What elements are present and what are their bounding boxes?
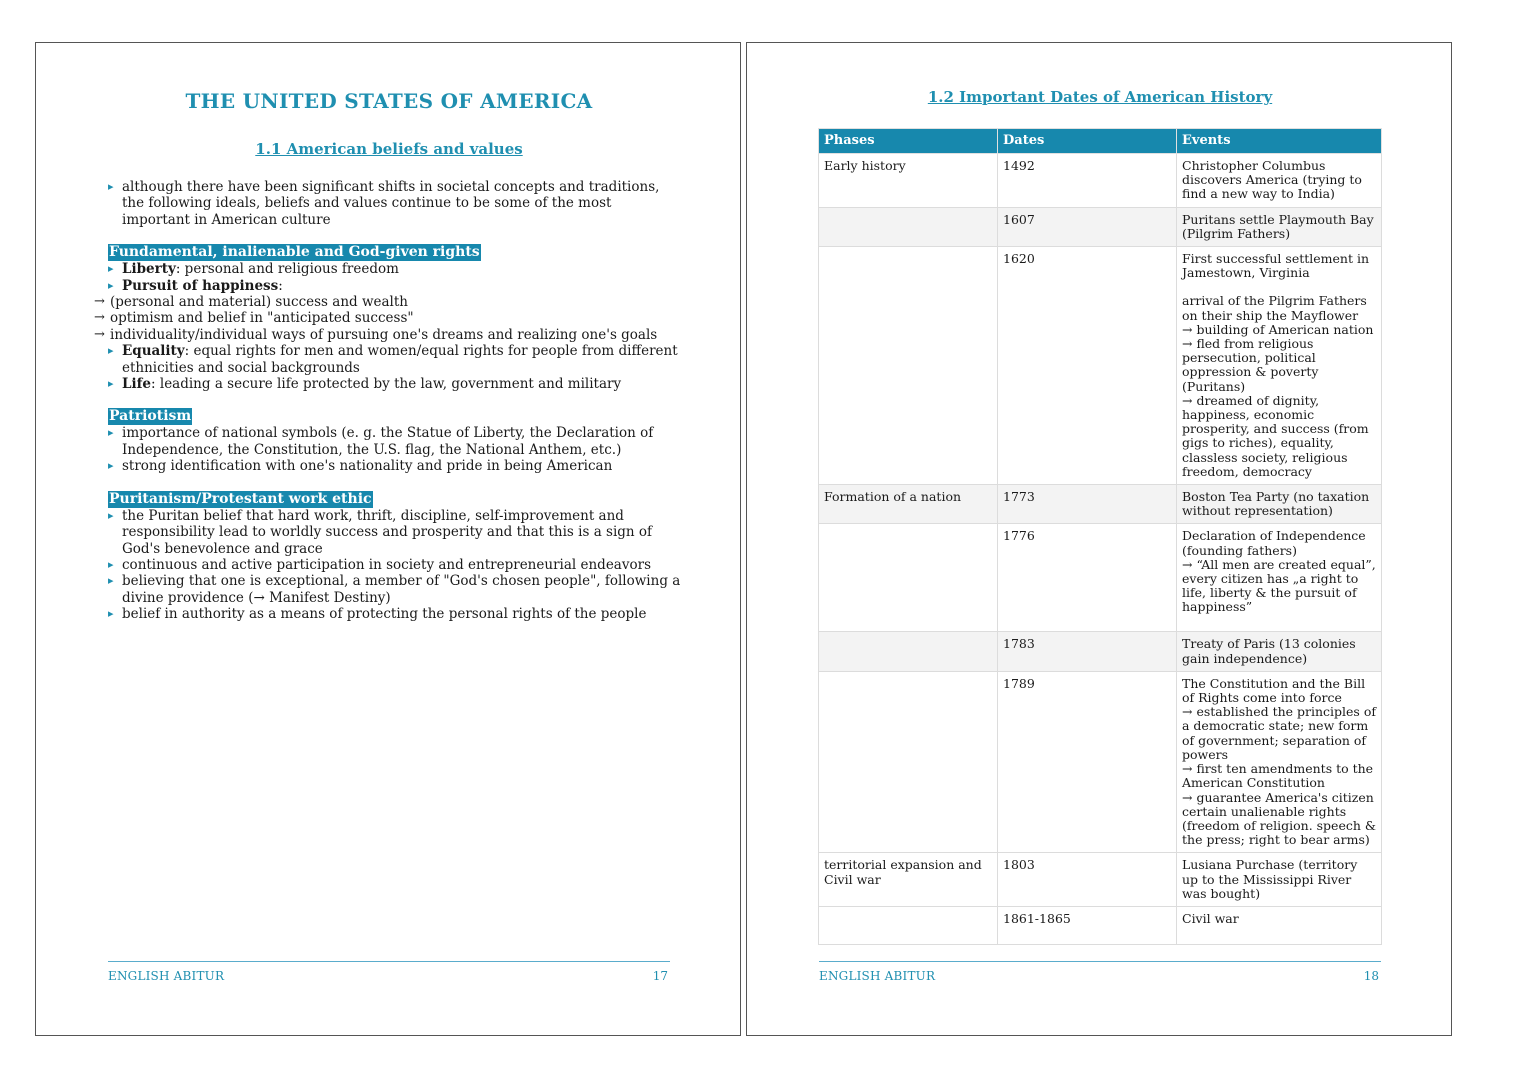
- list-item: ▸ continuous and active participation in society and entrepreneurial endeavors: [108, 557, 683, 573]
- phase-cell: [819, 906, 998, 944]
- phase-cell: Early history: [819, 154, 998, 208]
- event-cell: Puritans settle Playmouth Bay (Pilgrim Fathers): [1177, 207, 1382, 246]
- document-title: THE UNITED STATES OF AMERICA: [185, 89, 593, 113]
- list-item: ▸ believing that one is exceptional, a member of "God's chosen people", following a divine providence (→ Manifest Destiny): [108, 573, 683, 606]
- liberty-term: Liberty: [122, 261, 176, 278]
- intro-list: [108, 179, 683, 228]
- date-cell: 1789: [998, 671, 1177, 852]
- event-cell: Lusiana Purchase (territory up to the Mississippi River was bought): [1177, 853, 1382, 907]
- event-cell: The Constitution and the Bill of Rights come into force → established the principles of a democratic state; new form of government; separation of powers → first ten amendments to the American Constitution → guarantee America's citizen certain unalienable rights (freedom of religion. speech & the press; right to bear arms): [1177, 671, 1382, 852]
- event-text: First successful settlement in Jamestown, Virginia: [1182, 251, 1369, 281]
- table-row: [819, 906, 1382, 944]
- column-header-phases: Phases: [819, 129, 998, 154]
- table-row: [819, 247, 1382, 485]
- footer-label: ENGLISH ABITUR: [108, 969, 225, 983]
- phase-cell: [819, 632, 998, 671]
- history-table: [818, 128, 1382, 945]
- footer-divider: [108, 961, 670, 962]
- phase-cell: [819, 247, 998, 485]
- pursuit-text: :: [278, 277, 283, 294]
- table-row: [819, 671, 1382, 852]
- table-row: [819, 853, 1382, 907]
- page-left: [35, 42, 741, 1036]
- list-item-arrow-success: → (personal and material) success and wealth: [94, 294, 683, 310]
- footer-divider: [819, 961, 1381, 962]
- pursuit-term: Pursuit of happiness: [122, 277, 279, 294]
- equality-text: : equal rights for men and women/equal rights for people from different ethnicities and social backgrounds: [122, 343, 678, 376]
- phase-cell: [819, 671, 998, 852]
- patriotism-section: [108, 408, 683, 474]
- puritanism-heading: Puritanism/Protestant work ethic: [109, 490, 372, 507]
- phase-cell: territorial expansion and Civil war: [819, 853, 998, 907]
- patriotism-heading: Patriotism: [109, 408, 192, 425]
- date-cell: 1776: [998, 524, 1177, 632]
- event-text-extended: arrival of the Pilgrim Fathers on their ship the Mayflower → building of American nation → fled from religious persecution, political oppression & poverty (Puritans) → dreamed of dignity, happiness, economic prosperity, and success (from gigs to riches), equality, classless society, religious freedom, democracy: [1182, 293, 1374, 479]
- date-cell: 1607: [998, 207, 1177, 246]
- beliefs-content: [108, 179, 683, 623]
- event-cell: Boston Tea Party (no taxation without representation): [1177, 485, 1382, 524]
- phase-cell: [819, 524, 998, 632]
- list-item-pursuit: [108, 278, 683, 294]
- date-cell: 1861-1865: [998, 906, 1177, 944]
- page-number: 18: [1363, 969, 1379, 983]
- list-item-liberty: [108, 261, 683, 277]
- list-item: ▸ strong identification with one's nationality and pride in being American: [108, 458, 683, 474]
- list-item-life: [108, 376, 683, 392]
- date-cell: 1803: [998, 853, 1177, 907]
- life-term: Life: [122, 376, 152, 393]
- phase-cell: Formation of a nation: [819, 485, 998, 524]
- list-item-arrow-individuality: → individuality/individual ways of pursuing one's dreams and realizing one's goals: [94, 327, 683, 343]
- event-spacer: [1182, 280, 1376, 294]
- date-cell: 1492: [998, 154, 1177, 208]
- list-item: ▸ belief in authority as a means of protecting the personal rights of the people: [108, 606, 683, 622]
- list-item-arrow-optimism: → optimism and belief in "anticipated success": [94, 310, 683, 326]
- intro-item: ▸ although there have been significant shifts in societal concepts and traditions, the following ideals, beliefs and values continue to be some of the most important in American culture: [108, 179, 683, 228]
- equality-term: Equality: [122, 343, 185, 360]
- rights-section: [108, 244, 683, 392]
- date-cell: 1773: [998, 485, 1177, 524]
- page-right: [746, 42, 1452, 1036]
- puritanism-section: [108, 491, 683, 623]
- footer-label: ENGLISH ABITUR: [819, 969, 936, 983]
- list-item: ▸ importance of national symbols (e. g. the Statue of Liberty, the Declaration of Independence, the Constitution, the U.S. flag, the National Anthem, etc.): [108, 425, 683, 458]
- table-row: [819, 154, 1382, 208]
- rights-heading: Fundamental, inalienable and God-given rights: [109, 244, 480, 261]
- section-heading-dates: 1.2 Important Dates of American History: [927, 88, 1273, 106]
- liberty-text: : personal and religious freedom: [175, 261, 399, 278]
- section-heading-beliefs: 1.1 American beliefs and values: [255, 140, 523, 158]
- list-item: ▸ the Puritan belief that hard work, thrift, discipline, self-improvement and responsibility lead to worldly success and prosperity and that this is a sign of God's benevolence and grace: [108, 508, 683, 557]
- page-number: 17: [652, 969, 668, 983]
- date-cell: 1620: [998, 247, 1177, 485]
- event-cell: [1177, 247, 1382, 485]
- event-cell: Civil war: [1177, 906, 1382, 944]
- phase-cell: [819, 207, 998, 246]
- table-row: [819, 632, 1382, 671]
- table-row: [819, 485, 1382, 524]
- column-header-events: Events: [1177, 129, 1382, 154]
- life-text: : leading a secure life protected by the law, government and military: [151, 376, 622, 393]
- table-header-row: [819, 129, 1382, 154]
- column-header-dates: Dates: [998, 129, 1177, 154]
- event-cell: Treaty of Paris (13 colonies gain independence): [1177, 632, 1382, 671]
- table-row: [819, 207, 1382, 246]
- event-cell: Christopher Columbus discovers America (trying to find a new way to India): [1177, 154, 1382, 208]
- event-cell: Declaration of Independence (founding fathers) → “All men are created equal”, every citizen has „a right to life, liberty & the pursuit of happiness”: [1177, 524, 1382, 632]
- date-cell: 1783: [998, 632, 1177, 671]
- list-item-equality: [108, 343, 683, 376]
- table-row: [819, 524, 1382, 632]
